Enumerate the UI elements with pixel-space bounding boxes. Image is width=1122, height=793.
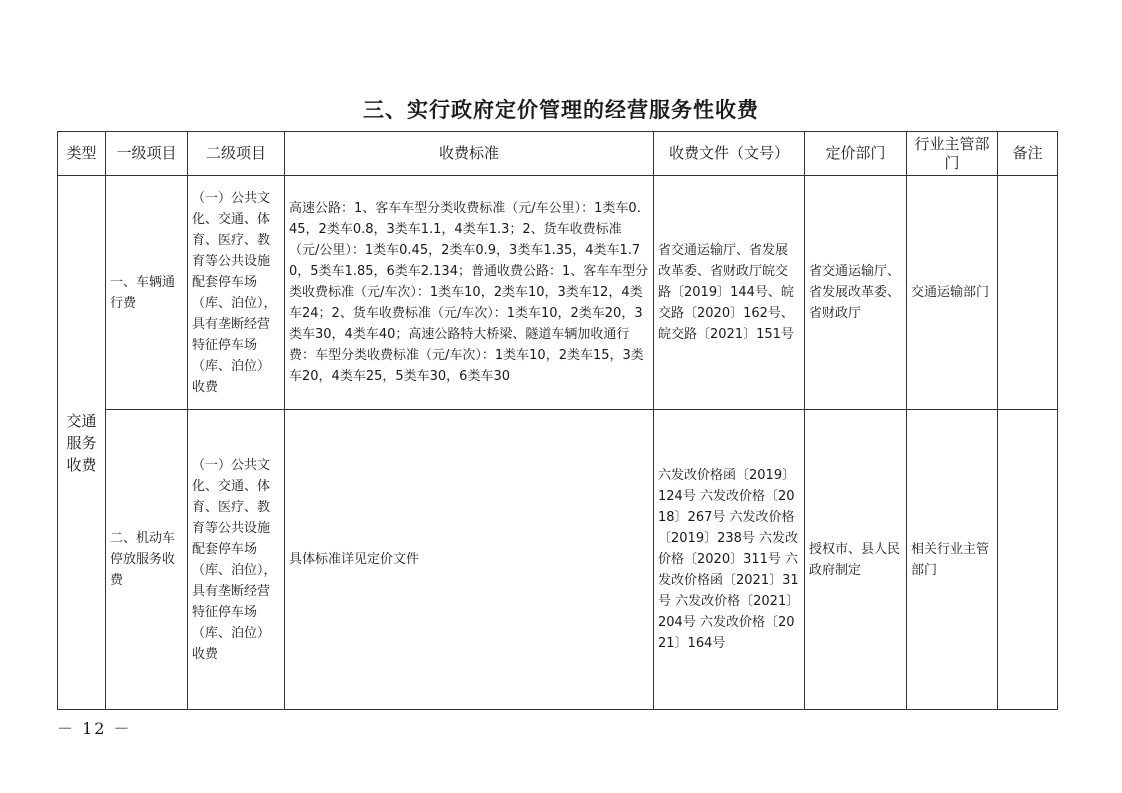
header-document: 收费文件（文号）: [654, 132, 805, 176]
header-standard: 收费标准: [285, 132, 654, 176]
type-cell: 交通服务收费: [58, 176, 106, 710]
authority-cell: 交通运输部门: [907, 176, 998, 410]
level2-cell: （一）公共文化、交通、体育、医疗、教育等公共设施配套停车场（库、泊位），具有垄断经营特征停车场（库、泊位）收费: [188, 176, 285, 410]
document-cell: 六发改价格函〔2019〕124号 六发改价格〔2018〕267号 六发改价格〔2019〕238号 六发改价格〔2020〕311号 六发改价格函〔2021〕31号 六发改价格〔2021〕204号 六发改价格〔2021〕164号: [654, 410, 805, 710]
header-authority: 行业主管部门: [907, 132, 998, 176]
page-title: 三、实行政府定价管理的经营服务性收费: [363, 98, 759, 122]
level2-cell: （一）公共文化、交通、体育、医疗、教育等公共设施配套停车场（库、泊位），具有垄断经营特征停车场（库、泊位）收费: [188, 410, 285, 710]
header-pricing-dept: 定价部门: [805, 132, 907, 176]
fee-table: [57, 131, 1058, 710]
header-row: [58, 132, 1058, 176]
standard-cell: 具体标准详见定价文件: [285, 410, 654, 710]
header-type: 类型: [58, 132, 106, 176]
header-note: 备注: [998, 132, 1058, 176]
authority-cell: 相关行业主管部门: [907, 410, 998, 710]
standard-cell: 高速公路：1、客车车型分类收费标准（元/车公里）：1类车0.45，2类车0.8，3类车1.1，4类车1.3；2、货车收费标准（元/公里）：1类车0.45，2类车0.9，3类车1.35，4类车1.70，5类车1.85，6类车2.134；普通收费公路：1、客车车型分类收费标准（元/车次）：1类车10，2类车10，3类车12，4类车24；2、货车收费标准（元/车次）：1类车10，2类车20，3类车30，4类车40；高速公路特大桥梁、隧道车辆加收通行费：车型分类收费标准（元/车次）：1类车10，2类车15，3类车20，4类车25，5类车30，6类车30: [285, 176, 654, 410]
table-row: [58, 410, 1058, 710]
note-cell: [998, 176, 1058, 410]
pricing-dept-cell: 省交通运输厅、省发展改革委、省财政厅: [805, 176, 907, 410]
level1-cell: 一、车辆通行费: [106, 176, 188, 410]
page-number: － 12 －: [57, 719, 132, 738]
table-row: [58, 176, 1058, 410]
pricing-dept-cell: 授权市、县人民政府制定: [805, 410, 907, 710]
header-level2: 二级项目: [188, 132, 285, 176]
level1-cell: 二、机动车停放服务收费: [106, 410, 188, 710]
header-level1: 一级项目: [106, 132, 188, 176]
document-cell: 省交通运输厅、省发展改革委、省财政厅皖交路〔2019〕144号、皖交路〔2020〕162号、皖交路〔2021〕151号: [654, 176, 805, 410]
note-cell: [998, 410, 1058, 710]
